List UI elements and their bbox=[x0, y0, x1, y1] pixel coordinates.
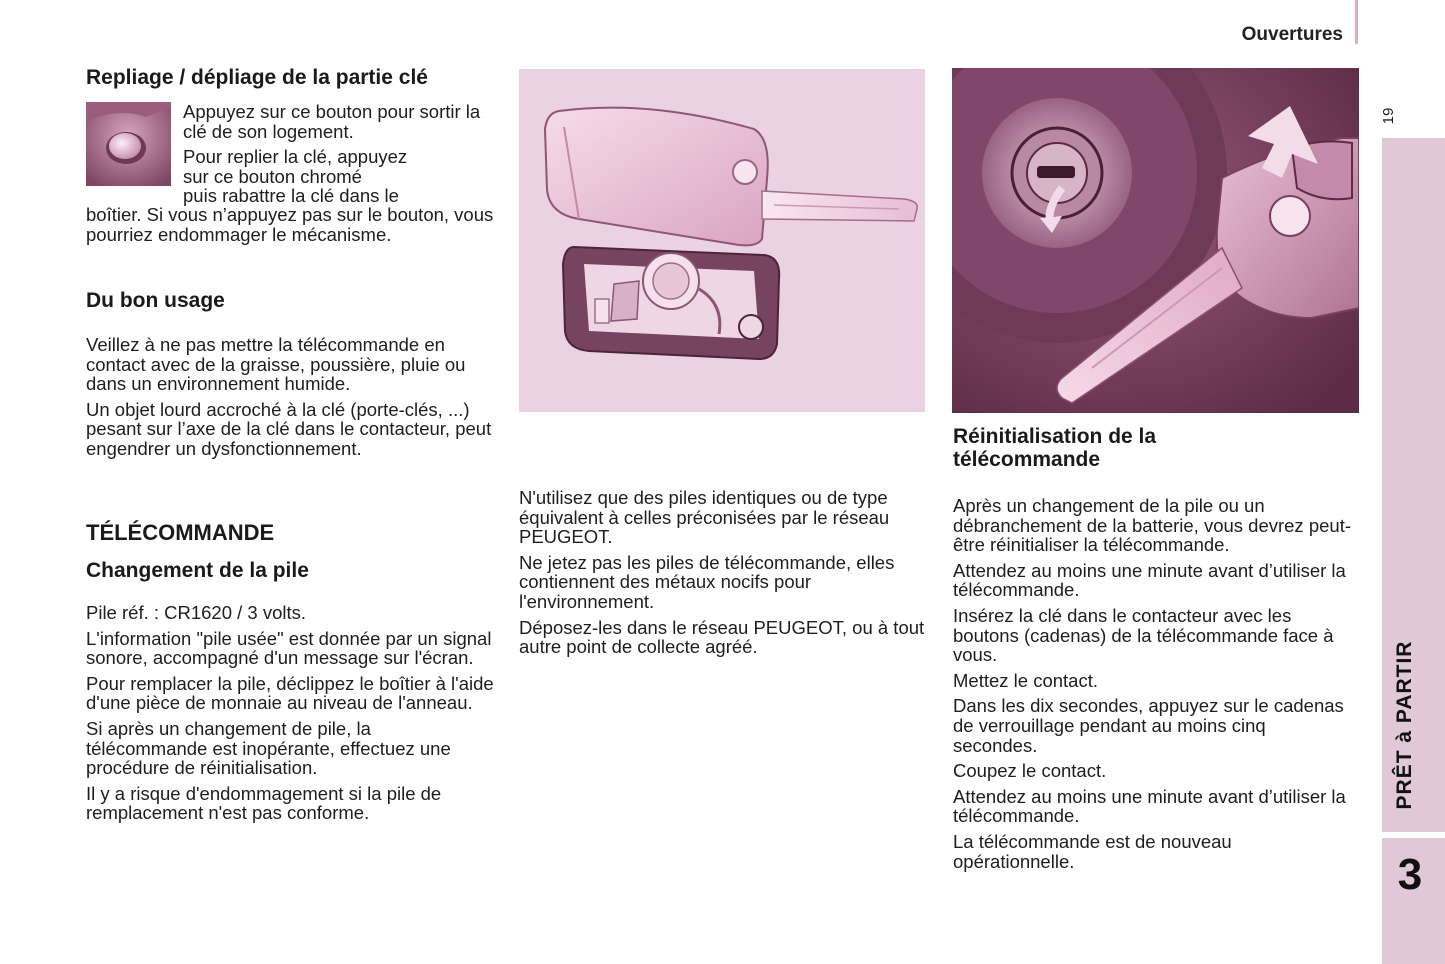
reset-section bbox=[953, 425, 1353, 877]
remote-section bbox=[86, 520, 496, 829]
opened-key-battery-illustration bbox=[519, 69, 925, 412]
usage-paragraph-2: Un objet lourd accroché à la clé (porte-clés, ...) pesant sur l’axe de la clé dans le contacteur, peut engendrer un dysfonctionnement. bbox=[86, 398, 492, 459]
usage-title: Du bon usage bbox=[86, 289, 225, 312]
ignition-key-icon bbox=[952, 68, 1359, 413]
battery-paragraph-3: Pour remplacer la pile, déclippez le boîtier à l'aide d'une pièce de monnaie au niveau de l'anneau. bbox=[86, 672, 494, 714]
battery-paragraph-4: Si après un changement de pile, la télécommande est inopérante, effectuez une procédure de réinitialisation. bbox=[86, 717, 451, 779]
fold-paragraph-2-line-3: puis rabattre la clé dans le bbox=[183, 185, 399, 207]
battery-paragraph-5: Il y a risque d'endommagement si la pile de remplacement n'est pas conforme. bbox=[86, 782, 442, 824]
usage-section bbox=[86, 289, 496, 465]
reset-step-5: Dans les dix secondes, appuyez sur le cadenas de verrouillage pendant au moins cinq secondes. bbox=[953, 695, 1344, 756]
battery-paragraph-2: L'information "pile usée" est donnée par un signal sonore, accompagné d'un message sur l'écran. bbox=[86, 627, 492, 669]
ignition-key-illustration bbox=[952, 68, 1359, 413]
fold-paragraph-2-line-2: sur ce bouton chromé bbox=[183, 165, 362, 187]
chapter-label-text: PRÊT à PARTIR bbox=[1393, 640, 1416, 810]
battery-paragraph-1: Pile réf. : CR1620 / 3 volts. bbox=[86, 602, 307, 623]
environment-section bbox=[519, 488, 929, 663]
fold-paragraph-1: Appuyez sur ce bouton pour sortir la clé de son logement. bbox=[183, 101, 481, 142]
chapter-number: 3 bbox=[1397, 850, 1423, 899]
environment-paragraph-1: N'utilisez que des piles identiques ou de type équivalent à celles préconisées par le réseau PEUGEOT. bbox=[519, 487, 890, 548]
reset-step-2: Attendez au moins une minute avant d’utiliser la télécommande. bbox=[953, 559, 1346, 601]
key-button-thumbnail bbox=[86, 102, 171, 186]
environment-paragraph-3: Déposez-les dans le réseau PEUGEOT, ou à tout autre point de collecte agréé. bbox=[519, 616, 925, 658]
reset-title: Réinitialisation de la télécommande bbox=[953, 425, 1157, 471]
fold-text-wrap bbox=[183, 102, 503, 206]
fold-paragraph-2-line-1: Pour replier la clé, appuyez bbox=[183, 146, 408, 168]
page-number: 19 bbox=[1380, 107, 1397, 125]
reset-step-4: Mettez le contact. bbox=[953, 669, 1098, 691]
fold-paragraph-2-rest: boîtier. Si vous n’appuyez pas sur le bouton, vous pourriez endommager le mécanisme. bbox=[86, 204, 494, 245]
opened-key-icon bbox=[519, 69, 925, 412]
reset-step-1: Après un changement de la pile ou un débranchement de la batterie, vous devrez peut-être réinitialiser la télécommande. bbox=[953, 495, 1351, 556]
fold-title: Repliage / dépliage de la partie clé bbox=[86, 66, 428, 89]
usage-paragraph-1: Veillez à ne pas mettre la télécommande en contact avec de la graisse, poussière, pluie ou dans un environnement humide. bbox=[86, 334, 466, 395]
reset-step-3: Insérez la clé dans le contacteur avec les boutons (cadenas) de la télécommande face à vous. bbox=[953, 604, 1334, 666]
chapter-side-band bbox=[1382, 138, 1445, 964]
reset-step-6: Coupez le contact. bbox=[953, 760, 1107, 782]
key-button-icon bbox=[86, 102, 171, 186]
fold-text-rest bbox=[86, 205, 496, 250]
fold-section bbox=[86, 66, 506, 89]
reset-step-8: La télécommande est de nouveau opérationnelle. bbox=[953, 830, 1232, 872]
section-title: Ouvertures bbox=[1241, 24, 1343, 45]
header-divider bbox=[1355, 0, 1358, 44]
environment-paragraph-2: Ne jetez pas les piles de télécommande, elles contiennent des métaux nocifs pour l'environnement. bbox=[519, 551, 895, 612]
reset-step-7: Attendez au moins une minute avant d’utiliser la télécommande. bbox=[953, 785, 1346, 827]
remote-title: TÉLÉCOMMANDE bbox=[86, 520, 275, 545]
battery-title: Changement de la pile bbox=[86, 559, 309, 582]
